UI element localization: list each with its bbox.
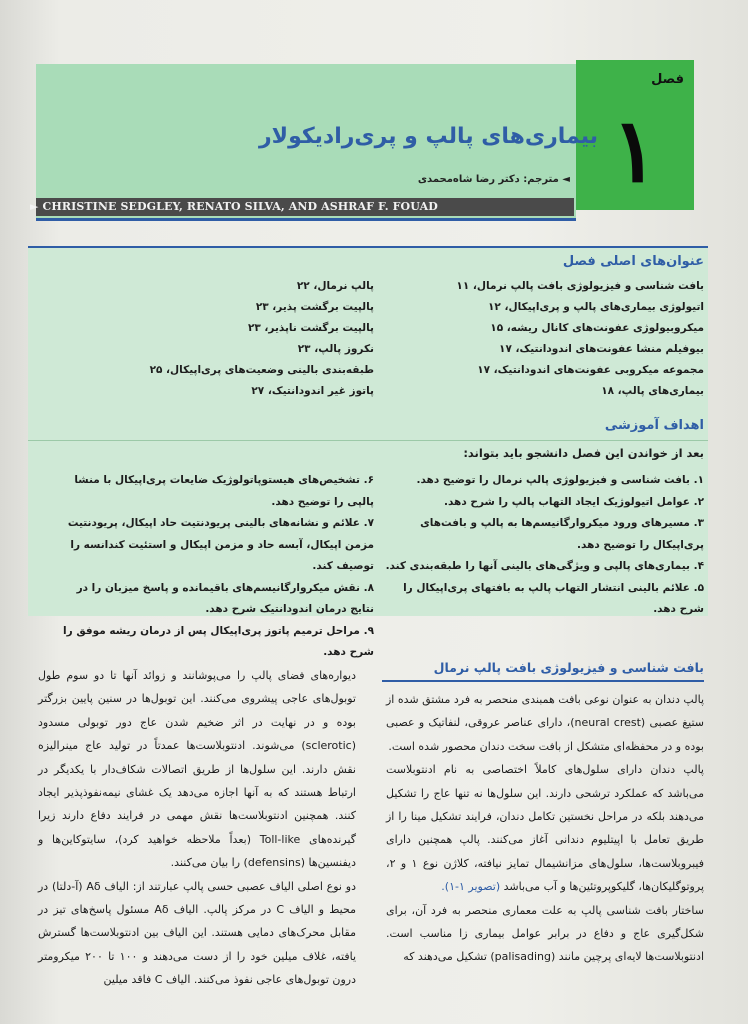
body-column-right (386, 688, 704, 969)
contents-list-left (54, 276, 374, 402)
contents-item: طبقه‌بندی بالینی وضعیت‌های پری‌اپیکال، ۲۵ (149, 364, 374, 376)
contents-item: اتیولوژی بیماری‌های پالپ و پری‌اپیکال، ۱۲ (488, 301, 704, 313)
objective-item: ۶. تشخیص‌های هیستوپاتولوژیک ضایعات پری‌اپیکال با منشا پالپی را توضیح دهد. (74, 474, 374, 508)
contents-item: پاتوز غیر اندودانتیک، ۲۷ (251, 385, 374, 397)
objective-item: ۹. مراحل ترمیم پاتوز پری‌اپیکال پس از درمان ریشه موفق را شرح دهد. (63, 624, 374, 658)
contents-item: بیوفیلم منشا عفونت‌های اندودانتیک، ۱۷ (499, 343, 704, 355)
contents-item: مجموعه میکروبی عفونت‌های اندودانتیک، ۱۷ (477, 364, 704, 376)
contents-item: پالپ نرمال، ۲۲ (296, 280, 374, 292)
objectives-list-right (384, 470, 704, 621)
body-paragraph: دو نوع اصلی الیاف عصبی حسی پالپ عبارتند از: الیاف Aδ (آ-دلتا) در محیط و الیاف C در مرکز پالپ. الیاف Aδ مسئول پاسخ‌های تیز در مقابل محرک‌های دمایی هستند. این الیاف بین ادنتوبلاست‌ها گسترش یافته، غلاف میلین خود را از دست می‌دهند و ۱۰۰ تا ۲۰۰ میکرومتر درون توبول‌های عاجی نفوذ می‌کنند. الیاف C فاقد میلین (38, 879, 356, 987)
figure-reference: (تصویر ۱-۱). (441, 880, 501, 894)
objective-item: ۴. بیماری‌های پالپی و ویژگی‌های بالینی آنها را طبقه‌بندی کند. (385, 560, 704, 572)
contents-item: پالپیت برگشت پذیر، ۲۳ (255, 301, 374, 313)
objective-item: ۷. علائم و نشانه‌های بالینی پریودنتیت حاد اپیکال، پریودنتیت مزمن اپیکال، آبسه حاد و مزمن اپیکال و استئیت کندانسه را توصیف کند. (67, 517, 374, 572)
chapter-number: ۱ (611, 98, 659, 202)
contents-list-right (384, 276, 704, 402)
contents-item: نکروز پالپ، ۲۳ (297, 343, 374, 355)
objective-item: ۵. علائم بالینی انتشار التهاب پالپ به بافتهای پری‌اپیکال را شرح دهد. (403, 581, 704, 615)
objective-item: ۸. نقش میکروارگانیسم‌های باقیمانده و پاسخ میزبان را در نتایج درمان اندودانتیک شرح دهد. (76, 581, 374, 615)
objectives-heading: اهداف آموزشی (604, 418, 704, 433)
objective-item: ۱. بافت شناسی و فیزیولوژی پالپ نرمال را توضیح دهد. (416, 474, 704, 486)
objectives-list-left (54, 470, 374, 664)
translator-credit: ◄ مترجم: دکتر رضا شاه‌محمدی (417, 174, 570, 185)
body-paragraph: دیواره‌های فضای پالپ را می‌پوشانند و زوائد آنها تا دو سوم طول توبول‌های عاجی پیشروی می‌کنند. این توبول‌ها در سنین پایین بزرگتر بوده و در نهایت در اثر ضخیم شدن عاج دور توبولی مسدود (sclerotic) می‌شوند. ادنتوبلاست‌ها عمدتاً در تولید عاج مینرالیزه نقش دارند. این سلول‌ها از طریق اتصالات شکاف‌دار با یکدیگر در ارتباط هستند که به آنها اجازه می‌دهد یک غشای نیمه‌نفوذپذیر ایجاد کنند. همچنین ادنتوبلاست‌ها نقش مهمی در فرایند دفاع دارند زیرا گیرنده‌های Toll-like (بعداً ملاحظه خواهید کرد)، سایتوکاین‌ها و دیفنسین‌ها (defensins) را بیان می‌کنند. (38, 669, 356, 870)
objective-item: ۳. مسیرهای ورود میکروارگانیسم‌ها به پالپ و بافت‌های پری‌اپیکال را توضیح دهد. (420, 517, 704, 551)
contents-item: میکروبیولوژی عفونت‌های کانال ریشه، ۱۵ (490, 322, 704, 334)
contents-heading: عنوان‌های اصلی فصل (562, 254, 704, 269)
body-paragraph-text: پالپ دندان دارای سلول‌های کاملاً اختصاصی به نام ادنتوبلاست می‌باشد که عملکرد ترشحی دارند. این سلول‌ها نه تنها عاج را تشکیل می‌دهند بلکه در مراحل نخستین تکامل دندان، فرایند تشکیل مینا را از طریق تعامل با اپیتلیوم دندانی آغاز می‌کنند. پالپ همچنین دارای فیبروبلاست‌ها، سلول‌های مزانشیمال تمایز نیافته، کلاژن نوع ۱ و ۲، پروتوگلیکان‌ها، گلیکوپروتئین‌ها و آب می‌باشد (386, 763, 704, 894)
body-paragraph (386, 758, 704, 898)
chapter-label: فصل (651, 72, 684, 87)
body-paragraph: پالپ دندان به عنوان نوعی بافت همبندی منحصر به فرد مشتق شده از ستیغ عصبی (neural crest)، دارای عناصر عروقی، لنفاتیک و عصبی بوده و در محفظه‌ای متشکل از بافت سخت دندان محصور شده است. (386, 693, 704, 753)
header-divider (36, 218, 576, 221)
contents-top-rule (28, 246, 708, 248)
contents-item: بافت شناسی و فیزیولوژی بافت پالپ نرمال، ۱۱ (456, 280, 704, 292)
body-column-left (38, 664, 356, 992)
objectives-intro: بعد از خواندن این فصل دانشجو باید بتواند: (463, 446, 704, 460)
authors-names: ► CHRISTINE SEDGLEY, RENATO SILVA, AND ASHRAF F. FOUAD (30, 200, 438, 213)
body-section-heading: بافت شناسی و فیزیولوژی بافت پالپ نرمال (433, 660, 704, 675)
objectives-rule (28, 440, 708, 441)
body-heading-rule (382, 680, 704, 682)
contents-item: پالپیت برگشت ناپذیر، ۲۳ (247, 322, 374, 334)
body-paragraph: ساختار بافت شناسی پالپ به علت معماری منحصر به فرد آن، برای شکل‌گیری عاج و دفاع در برابر عوامل بیماری زا مناسب است. ادنتوبلاست‌ها لایه‌ای پرچین مانند (palisading) تشکیل می‌دهند که (386, 903, 704, 964)
chapter-title: بیماری‌های پالپ و پری‌رادیکولار (259, 124, 598, 149)
objective-item: ۲. عوامل اتیولوژیک ایجاد التهاب پالپ را شرح دهد. (444, 495, 704, 508)
contents-item: بیماری‌های پالپ، ۱۸ (601, 385, 704, 397)
